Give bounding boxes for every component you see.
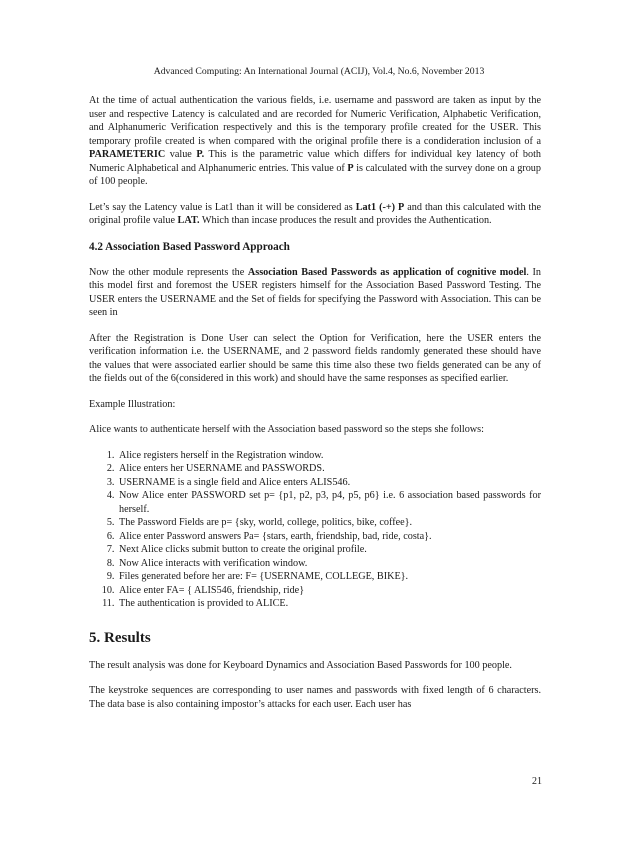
text-run: and than this calculated with the original profile value: [89, 201, 541, 226]
list-item: 4. Now Alice enter PASSWORD set p= {p1, p2, p3, p4, p5, p6} i.e. 6 association based passwords for herself.: [117, 489, 541, 516]
bold-term-lat1: Lat1 (-+) P: [355, 201, 405, 213]
text-run: This is the parametric value which differs for individual key latency of both Numeric Alphabetical and Alphanumeric entries. This value of: [89, 149, 542, 174]
paragraph-latency-example: [89, 201, 541, 228]
paragraph-latency-authentication: [89, 94, 541, 189]
section-heading-5: 5. Results: [89, 629, 151, 646]
paragraph-keystroke: The keystroke sequences are corresponding to user names and passwords with fixed length of 6 characters. The data base is also containing impostor’s attacks for each user. Each user has: [89, 685, 541, 710]
page-number: 21: [532, 776, 542, 787]
paragraph-verification: After the Registration is Done User can select the Option for Verification, here the USER enters the verification information i.e. the USERNAME, and 2 password fields randomly generated these should have the values that were associated earlier should be same this time also these two fields generated can be any of the fields out of the 6(considered in this work) and should have the same responses as specified earlier.: [89, 332, 541, 384]
bold-term-p: P.: [196, 149, 205, 160]
list-item: 10. Alice enter FA= { ALIS546, friendship, ride}: [117, 584, 541, 598]
bold-term-lat: LAT.: [177, 215, 200, 226]
paragraph-results-intro: The result analysis was done for Keyboard Dynamics and Association Based Passwords for 100 people.: [89, 659, 512, 671]
section-heading-4-2: 4.2 Association Based Password Approach: [89, 240, 290, 253]
paragraph-association-module: [89, 266, 541, 320]
page-content: [89, 94, 541, 723]
list-item: 11. The authentication is provided to ALICE.: [117, 597, 541, 611]
text-run: . In this model first and foremost the USER registers himself for the Association Based Password Testing. The USER enters the USERNAME and the Set of fields for specifying the Password with Association. This can be seen in: [89, 266, 541, 318]
paragraph-alice-intro: Alice wants to authenticate herself with the Association based password so the steps she follows:: [89, 424, 484, 435]
text-run: value: [165, 149, 197, 160]
text-run: Now the other module represents the: [89, 266, 248, 278]
running-header: Advanced Computing: An International Journal (ACIJ), Vol.4, No.6, November 2013: [153, 66, 485, 77]
steps-list: [89, 449, 541, 611]
list-item: 2. Alice enters her USERNAME and PASSWORDS.: [117, 462, 541, 476]
bold-term-p: P: [347, 162, 354, 174]
paragraph-example-label: Example Illustration:: [89, 398, 176, 410]
list-item: 9. Files generated before her are: F= {USERNAME, COLLEGE, BIKE}.: [117, 570, 541, 584]
list-item: 8. Now Alice interacts with verification window.: [117, 557, 541, 571]
text-run: Let’s say the Latency value is Lat1 than it will be considered as: [89, 201, 356, 213]
text-run: Which than incase produces the result and provides the Authentication.: [199, 215, 492, 226]
list-item: 6. Alice enter Password answers Pa= {stars, earth, friendship, bad, ride, costa}.: [117, 530, 541, 544]
list-item: 5. The Password Fields are p= {sky, world, college, politics, bike, coffee}.: [117, 516, 541, 530]
list-item: 7. Next Alice clicks submit button to create the original profile.: [117, 543, 541, 557]
list-item: 1. Alice registers herself in the Registration window.: [117, 449, 541, 463]
bold-term-association: Association Based Passwords as application of cognitive model: [247, 266, 527, 278]
bold-term-parameteric: PARAMETERIC: [89, 149, 166, 160]
text-run: At the time of actual authentication the various fields, i.e. username and password are taken as input by the user and respective Latency is calculated and are recorded for Numeric Verification, Alphabetic Verification, and Alphanumeric Verification respectively and this is the temporary profile created for the USER. This temporary profile created is when compared with the original profile there is a condideration inclusion of a: [89, 95, 541, 147]
text-run: is calculated with the survey done on a group of 100 people.: [89, 162, 541, 187]
list-item: 3. USERNAME is a single field and Alice enters ALIS546.: [117, 476, 541, 490]
